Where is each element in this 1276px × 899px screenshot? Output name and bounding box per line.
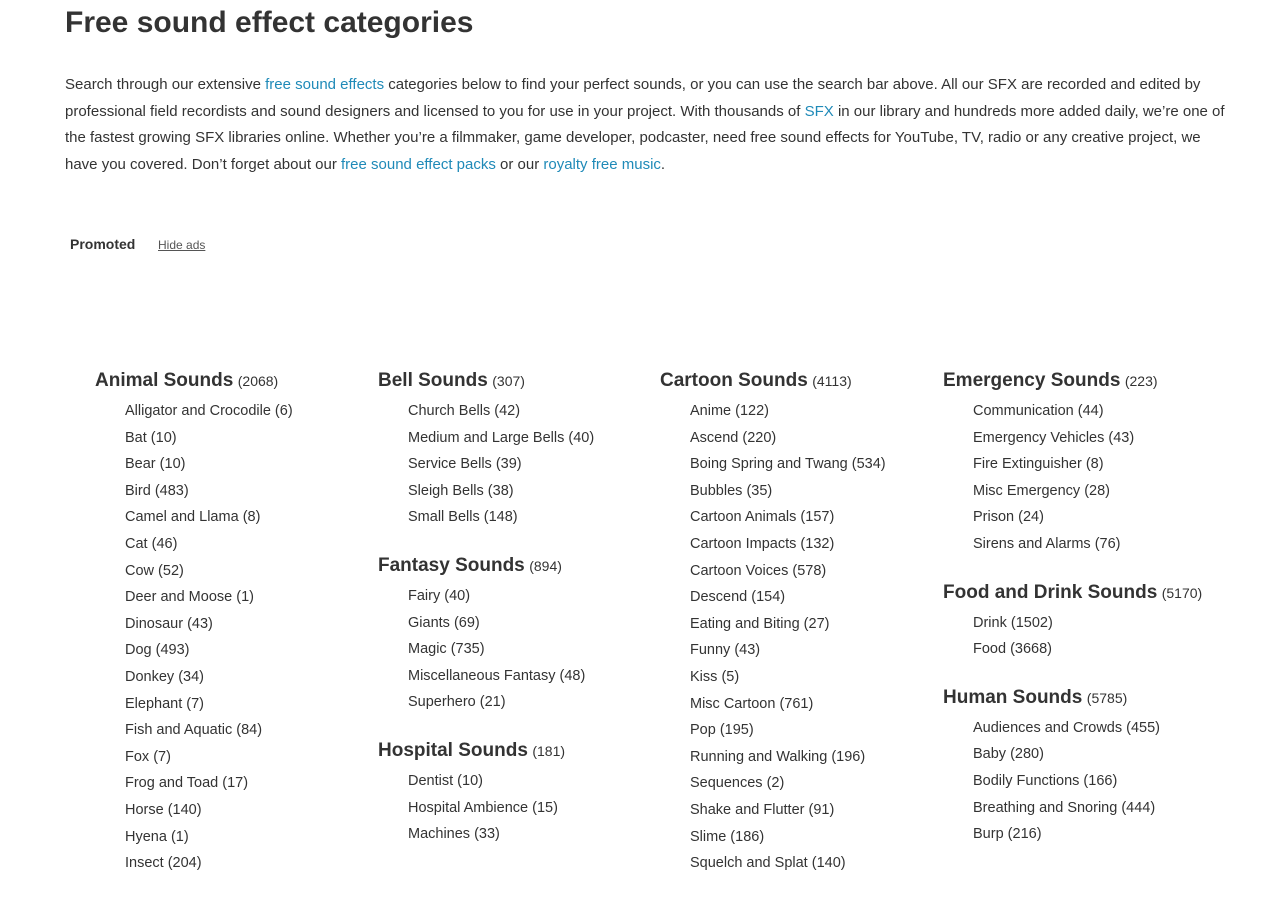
subcategory-count: (5) bbox=[721, 668, 740, 685]
subcategory-link[interactable]: Bear bbox=[125, 456, 156, 473]
subcategory-count: (140) bbox=[167, 801, 202, 818]
subcategory-count: (444) bbox=[1121, 799, 1156, 816]
subcategory-item bbox=[408, 768, 648, 795]
subcategory-item bbox=[973, 795, 1213, 822]
subcategory-count: (42) bbox=[494, 403, 521, 419]
category-heading bbox=[378, 368, 648, 394]
subcategory-list bbox=[95, 398, 365, 877]
subcategory-item bbox=[973, 478, 1213, 505]
subcategory-item bbox=[408, 504, 648, 531]
subcategory-link[interactable]: Burp bbox=[973, 826, 1004, 843]
category-column-2 bbox=[378, 368, 648, 870]
category-title-link[interactable]: Fantasy Sounds bbox=[378, 554, 525, 576]
subcategory-count: (735) bbox=[450, 641, 485, 658]
subcategory-link[interactable]: Bat bbox=[125, 429, 147, 446]
subcategory-link[interactable]: Cat bbox=[125, 535, 148, 552]
subcategory-count: (38) bbox=[487, 482, 514, 499]
subcategory-link[interactable]: Running and Walking bbox=[690, 748, 828, 765]
subcategory-count: (216) bbox=[1007, 826, 1042, 843]
subcategory-count: (1) bbox=[236, 589, 254, 606]
subcategory-item bbox=[690, 478, 930, 505]
subcategory-list bbox=[378, 398, 648, 531]
subcategory-count: (132) bbox=[800, 535, 835, 552]
subcategory-item bbox=[690, 770, 930, 797]
subcategory-count: (1) bbox=[170, 828, 189, 845]
subcategory-link[interactable]: Small Bells bbox=[408, 509, 480, 526]
subcategory-link[interactable]: Superhero bbox=[408, 694, 476, 711]
category-group-bell-sounds bbox=[378, 368, 648, 531]
subcategory-count: (186) bbox=[730, 828, 765, 845]
category-title-link[interactable]: Food and Drink Sounds bbox=[943, 581, 1158, 603]
subcategory-item bbox=[408, 610, 648, 637]
subcategory-link[interactable]: Baby bbox=[973, 746, 1007, 763]
subcategory-link[interactable]: Fairy bbox=[408, 587, 441, 604]
subcategory-count: (140) bbox=[811, 855, 846, 872]
subcategory-link[interactable]: Service Bells bbox=[408, 456, 492, 473]
subcategory-item bbox=[690, 797, 930, 824]
intro-text-1: Search through our extensive bbox=[65, 76, 266, 93]
subcategory-item bbox=[125, 425, 365, 452]
subcategory-item bbox=[690, 398, 930, 425]
subcategory-item bbox=[408, 689, 648, 716]
subcategory-count: (21) bbox=[479, 694, 506, 711]
subcategory-count: (578) bbox=[792, 562, 827, 579]
subcategory-count: (534) bbox=[851, 456, 886, 473]
subcategory-link[interactable]: Breathing and Snoring bbox=[973, 799, 1118, 816]
category-count: (4113) bbox=[812, 373, 852, 389]
category-title-link[interactable]: Animal Sounds bbox=[95, 370, 234, 391]
category-column-3 bbox=[660, 368, 930, 899]
free-sound-effects-link[interactable]: free sound effects bbox=[265, 76, 385, 93]
subcategory-link[interactable]: Hyena bbox=[125, 828, 167, 845]
subcategory-link[interactable]: Shake and Flutter bbox=[690, 801, 805, 818]
subcategory-count: (17) bbox=[222, 775, 249, 792]
category-title-link[interactable]: Emergency Sounds bbox=[943, 370, 1121, 391]
subcategory-count: (154) bbox=[751, 589, 786, 606]
intro-text-4: or our bbox=[495, 155, 544, 173]
subcategory-item bbox=[125, 824, 365, 851]
subcategory-link[interactable]: Camel and Llama bbox=[125, 509, 239, 526]
subcategory-link[interactable]: Eating and Biting bbox=[690, 615, 800, 632]
subcategory-link[interactable]: Food bbox=[973, 641, 1007, 658]
subcategory-item bbox=[973, 531, 1213, 558]
subcategory-count: (761) bbox=[779, 695, 814, 712]
subcategory-link[interactable]: Squelch and Splat bbox=[690, 855, 808, 872]
subcategory-link[interactable]: Audiences and Crowds bbox=[973, 719, 1123, 736]
subcategory-item bbox=[125, 797, 365, 824]
category-group-food-and-drink-sounds bbox=[943, 580, 1213, 663]
subcategory-link[interactable]: Bird bbox=[125, 482, 151, 499]
subcategory-count: (6) bbox=[274, 403, 293, 419]
category-group-fantasy-sounds bbox=[378, 553, 648, 716]
hide-ads-link[interactable]: Hide ads bbox=[158, 238, 206, 252]
subcategory-item bbox=[125, 717, 365, 744]
subcategory-link[interactable]: Sleigh Bells bbox=[408, 482, 484, 499]
subcategory-link[interactable]: Slime bbox=[690, 828, 727, 845]
intro-text-5: . bbox=[660, 155, 666, 173]
subcategory-list bbox=[943, 715, 1213, 848]
royalty-free-music-link[interactable]: royalty free music bbox=[543, 155, 661, 173]
subcategory-count: (24) bbox=[1018, 509, 1044, 526]
category-heading bbox=[943, 368, 1213, 394]
subcategory-link[interactable]: Fish and Aquatic bbox=[125, 722, 233, 739]
subcategory-link[interactable]: Misc Cartoon bbox=[690, 695, 776, 712]
subcategory-count: (33) bbox=[474, 826, 500, 843]
subcategory-link[interactable]: Descend bbox=[690, 589, 748, 606]
subcategory-link[interactable]: Bodily Functions bbox=[973, 772, 1080, 789]
subcategory-item bbox=[408, 583, 648, 610]
category-heading bbox=[943, 685, 1213, 711]
subcategory-item bbox=[690, 425, 930, 452]
category-count: (2068) bbox=[237, 373, 279, 389]
subcategory-item bbox=[125, 611, 365, 638]
subcategory-link[interactable]: Dinosaur bbox=[125, 615, 184, 632]
subcategory-link[interactable]: Medium and Large Bells bbox=[408, 429, 565, 446]
subcategory-item bbox=[690, 558, 930, 585]
subcategory-count: (148) bbox=[483, 509, 518, 526]
subcategory-item bbox=[125, 744, 365, 771]
subcategory-count: (2) bbox=[766, 775, 785, 792]
subcategory-link[interactable]: Kiss bbox=[690, 668, 718, 685]
subcategory-count: (280) bbox=[1010, 746, 1044, 763]
subcategory-link[interactable]: Cartoon Impacts bbox=[690, 535, 797, 552]
category-count: (5170) bbox=[1161, 584, 1203, 601]
category-title-link[interactable]: Cartoon Sounds bbox=[660, 370, 808, 391]
subcategory-link[interactable]: Donkey bbox=[125, 668, 175, 685]
subcategory-link[interactable]: Bubbles bbox=[690, 482, 743, 499]
subcategory-count: (157) bbox=[800, 509, 835, 526]
category-heading bbox=[95, 368, 365, 394]
subcategory-list bbox=[943, 610, 1213, 663]
subcategory-link[interactable]: Frog and Toad bbox=[125, 775, 219, 792]
subcategory-link[interactable]: Sirens and Alarms bbox=[973, 535, 1091, 552]
subcategory-item bbox=[690, 744, 930, 771]
subcategory-count: (91) bbox=[808, 801, 835, 818]
subcategory-item bbox=[125, 504, 365, 531]
subcategory-count: (10) bbox=[159, 456, 186, 473]
promoted-label: Promoted bbox=[70, 236, 136, 252]
subcategory-item bbox=[125, 691, 365, 718]
subcategory-item bbox=[125, 398, 365, 425]
subcategory-count: (40) bbox=[444, 587, 471, 604]
subcategory-count: (122) bbox=[735, 403, 769, 419]
subcategory-link[interactable]: Prison bbox=[973, 509, 1015, 526]
subcategory-item bbox=[408, 478, 648, 505]
subcategory-count: (7) bbox=[153, 748, 171, 765]
subcategory-item bbox=[408, 821, 648, 848]
subcategory-item bbox=[690, 584, 930, 611]
category-count: (894) bbox=[529, 557, 562, 574]
category-count: (181) bbox=[532, 742, 566, 759]
subcategory-link[interactable]: Anime bbox=[690, 403, 732, 419]
subcategory-count: (15) bbox=[532, 799, 558, 816]
subcategory-count: (220) bbox=[742, 429, 777, 446]
intro-text-2: categories below to find your perfect sounds, or you can use the search bar above. All our SFX are recorded and edited by professional field recordists and sound designers and licensed to you for use in your project. With thousands of bbox=[65, 76, 1201, 120]
subcategory-item bbox=[973, 741, 1213, 768]
subcategory-list bbox=[378, 583, 648, 716]
category-heading bbox=[660, 368, 930, 394]
subcategory-item bbox=[690, 531, 930, 558]
subcategory-count: (10) bbox=[150, 429, 177, 446]
subcategory-count: (48) bbox=[559, 667, 586, 684]
subcategory-link[interactable]: Church Bells bbox=[408, 403, 491, 419]
subcategory-item bbox=[125, 637, 365, 664]
subcategory-count: (34) bbox=[178, 668, 204, 685]
subcategory-link[interactable]: Horse bbox=[125, 801, 164, 818]
page-title: Free sound effect categories bbox=[65, 6, 474, 39]
subcategory-count: (166) bbox=[1083, 772, 1118, 789]
subcategory-item bbox=[125, 558, 365, 585]
subcategory-item bbox=[125, 770, 365, 797]
subcategory-item bbox=[690, 637, 930, 664]
subcategory-count: (76) bbox=[1094, 535, 1121, 552]
subcategory-list bbox=[378, 768, 648, 848]
free-sound-effect-packs-link[interactable]: free sound effect packs bbox=[341, 155, 496, 173]
subcategory-link[interactable]: Cow bbox=[125, 562, 155, 579]
subcategory-count: (84) bbox=[236, 722, 263, 739]
subcategory-count: (39) bbox=[495, 456, 522, 473]
subcategory-count: (43) bbox=[187, 615, 213, 632]
subcategory-link[interactable]: Misc Emergency bbox=[973, 482, 1081, 499]
category-heading bbox=[943, 580, 1213, 606]
subcategory-item bbox=[125, 478, 365, 505]
subcategory-link[interactable]: Sequences bbox=[690, 775, 763, 792]
subcategory-item bbox=[973, 451, 1213, 478]
subcategory-count: (43) bbox=[734, 642, 761, 659]
category-heading bbox=[378, 738, 648, 764]
subcategory-count: (27) bbox=[803, 615, 830, 632]
category-title-link[interactable]: Human Sounds bbox=[943, 686, 1083, 708]
subcategory-link[interactable]: Drink bbox=[973, 614, 1007, 631]
subcategory-count: (8) bbox=[1085, 456, 1104, 473]
subcategory-count: (8) bbox=[242, 509, 261, 526]
subcategory-item bbox=[125, 664, 365, 691]
category-count: (5785) bbox=[1086, 689, 1128, 706]
subcategory-count: (35) bbox=[746, 482, 773, 499]
intro-text-3: in our library and hundreds more added daily, we’re one of the fastest growing SFX libraries online. Whether you’re a filmmaker, game developer, podcaster, need free sound effects for YouTube, TV, radio or any creative project, we have you covered. Don’t forget about our bbox=[65, 102, 1225, 173]
subcategory-list bbox=[943, 398, 1213, 558]
subcategory-link[interactable]: Funny bbox=[690, 642, 731, 659]
category-count: (307) bbox=[492, 373, 525, 389]
subcategory-count: (483) bbox=[154, 482, 189, 499]
subcategory-link[interactable]: Alligator and Crocodile bbox=[125, 403, 271, 419]
subcategory-count: (455) bbox=[1126, 719, 1161, 736]
subcategory-list bbox=[660, 398, 930, 877]
subcategory-count: (52) bbox=[158, 562, 184, 579]
category-count: (223) bbox=[1124, 373, 1158, 389]
subcategory-link[interactable]: Communication bbox=[973, 403, 1074, 419]
subcategory-item bbox=[690, 664, 930, 691]
subcategory-count: (44) bbox=[1077, 403, 1104, 419]
subcategory-link[interactable]: Elephant bbox=[125, 695, 183, 712]
subcategory-count: (3668) bbox=[1010, 641, 1053, 658]
subcategory-item bbox=[408, 636, 648, 663]
subcategory-link[interactable]: Cartoon Voices bbox=[690, 562, 789, 579]
subcategory-item bbox=[125, 531, 365, 558]
subcategory-link[interactable]: Boing Spring and Twang bbox=[690, 456, 848, 473]
subcategory-count: (493) bbox=[155, 642, 190, 659]
subcategory-item bbox=[408, 398, 648, 425]
subcategory-item bbox=[690, 504, 930, 531]
subcategory-count: (46) bbox=[151, 535, 178, 552]
subcategory-link[interactable]: Insect bbox=[125, 855, 164, 872]
subcategory-item bbox=[690, 717, 930, 744]
sfx-link[interactable]: SFX bbox=[804, 102, 834, 120]
subcategory-item bbox=[125, 850, 365, 877]
category-group-animal-sounds bbox=[95, 368, 365, 877]
subcategory-link[interactable]: Deer and Moose bbox=[125, 589, 233, 606]
subcategory-item bbox=[408, 795, 648, 822]
category-group-human-sounds bbox=[943, 685, 1213, 848]
category-group-cartoon-sounds bbox=[660, 368, 930, 877]
subcategory-count: (7) bbox=[186, 695, 205, 712]
subcategory-item bbox=[690, 611, 930, 638]
subcategory-link[interactable]: Dog bbox=[125, 642, 152, 659]
subcategory-count: (69) bbox=[453, 614, 480, 631]
subcategory-item bbox=[973, 821, 1213, 848]
subcategory-item bbox=[408, 425, 648, 452]
subcategory-link[interactable]: Ascend bbox=[690, 429, 739, 446]
subcategory-link[interactable]: Giants bbox=[408, 614, 450, 631]
subcategory-link[interactable]: Machines bbox=[408, 826, 471, 843]
subcategory-link[interactable]: Fire Extinguisher bbox=[973, 456, 1082, 473]
subcategory-item bbox=[408, 663, 648, 690]
subcategory-link[interactable]: Dentist bbox=[408, 772, 454, 789]
subcategory-item bbox=[973, 768, 1213, 795]
category-column-4 bbox=[943, 368, 1213, 870]
category-heading bbox=[378, 553, 648, 579]
subcategory-link[interactable]: Cartoon Animals bbox=[690, 509, 797, 526]
subcategory-link[interactable]: Fox bbox=[125, 748, 150, 765]
subcategory-item bbox=[973, 610, 1213, 637]
subcategory-link[interactable]: Hospital Ambience bbox=[408, 799, 529, 816]
subcategory-count: (43) bbox=[1108, 429, 1135, 446]
subcategory-link[interactable]: Pop bbox=[690, 722, 716, 739]
subcategory-item bbox=[690, 451, 930, 478]
subcategory-item bbox=[973, 636, 1213, 663]
subcategory-count: (10) bbox=[457, 772, 483, 789]
subcategory-count: (204) bbox=[167, 855, 202, 872]
subcategory-item bbox=[690, 824, 930, 851]
category-title-link[interactable]: Hospital Sounds bbox=[378, 739, 528, 761]
category-group-hospital-sounds bbox=[378, 738, 648, 848]
subcategory-item bbox=[973, 715, 1213, 742]
subcategory-item bbox=[125, 584, 365, 611]
subcategory-item bbox=[125, 451, 365, 478]
subcategory-link[interactable]: Emergency Vehicles bbox=[973, 429, 1105, 446]
subcategory-item bbox=[690, 691, 930, 718]
intro-paragraph bbox=[65, 72, 1230, 178]
subcategory-count: (195) bbox=[719, 722, 754, 739]
subcategory-item bbox=[973, 425, 1213, 452]
subcategory-item bbox=[408, 451, 648, 478]
subcategory-link[interactable]: Miscellaneous Fantasy bbox=[408, 667, 556, 684]
category-title-link[interactable]: Bell Sounds bbox=[378, 370, 488, 391]
subcategory-count: (28) bbox=[1084, 482, 1110, 499]
category-column-1 bbox=[95, 368, 365, 899]
subcategory-item bbox=[973, 504, 1213, 531]
subcategory-item bbox=[690, 850, 930, 877]
subcategory-item bbox=[973, 398, 1213, 425]
subcategory-count: (40) bbox=[568, 429, 595, 446]
subcategory-count: (1502) bbox=[1010, 614, 1053, 631]
category-group-emergency-sounds bbox=[943, 368, 1213, 558]
subcategory-count: (196) bbox=[831, 748, 866, 765]
subcategory-link[interactable]: Magic bbox=[408, 641, 447, 658]
